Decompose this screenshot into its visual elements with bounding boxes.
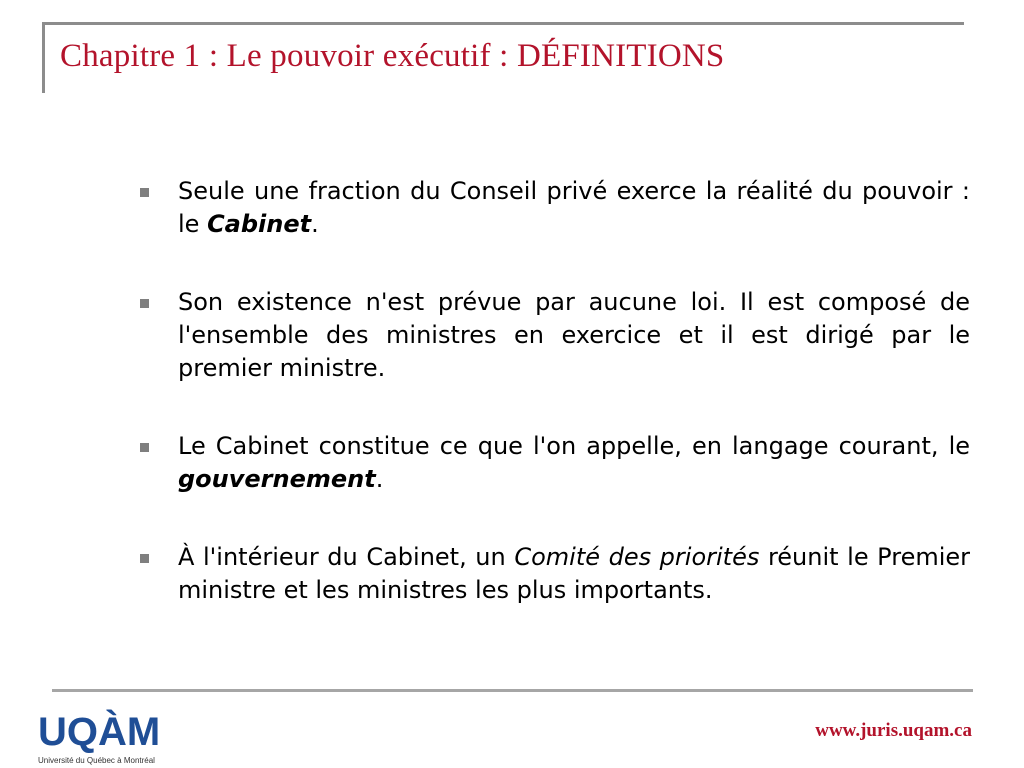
- emphasis-gouvernement: gouvernement: [178, 465, 376, 493]
- bullet-item-gouvernement: [138, 430, 970, 496]
- header-frame-left-rule: [42, 22, 45, 93]
- bullet-text: Son existence n'est prévue par aucune loi. Il est composé de l'ensemble des ministres en exercice et il est dirigé par le premier ministre.: [178, 288, 970, 382]
- bullet-text: Le Cabinet constitue ce que l'on appelle, en langage courant, le: [178, 432, 970, 460]
- logo-mark: UQÀM: [38, 710, 161, 754]
- footer-rule: [52, 689, 973, 692]
- bullet-text: Seule une fraction du Conseil privé exerce la réalité du pouvoir : le: [178, 177, 970, 238]
- square-bullet-icon: [140, 443, 149, 452]
- bullet-list: [138, 175, 970, 652]
- bullet-text-end: .: [311, 210, 319, 238]
- bullet-text: À l'intérieur du Cabinet, un: [178, 543, 515, 571]
- emphasis-comite: Comité des priorités: [514, 543, 760, 571]
- emphasis-cabinet: Cabinet: [207, 210, 312, 238]
- square-bullet-icon: [140, 188, 149, 197]
- footer-url: www.juris.uqam.ca: [815, 720, 972, 741]
- bullet-text-end: réunit le Premier ministre et les ministres les plus importants.: [178, 543, 971, 604]
- bullet-item-comite: [138, 541, 970, 607]
- slide-title: Chapitre 1 : Le pouvoir exécutif : DÉFINITIONS: [60, 38, 725, 74]
- bullet-text-end: .: [375, 465, 384, 493]
- square-bullet-icon: [140, 554, 149, 563]
- header-frame-top-rule: [42, 22, 964, 25]
- square-bullet-icon: [140, 299, 149, 308]
- logo-caption: Université du Québec à Montréal: [38, 756, 155, 765]
- uqam-logo: [38, 710, 161, 768]
- bullet-item-existence: [138, 286, 970, 385]
- bullet-item-cabinet: [138, 175, 970, 241]
